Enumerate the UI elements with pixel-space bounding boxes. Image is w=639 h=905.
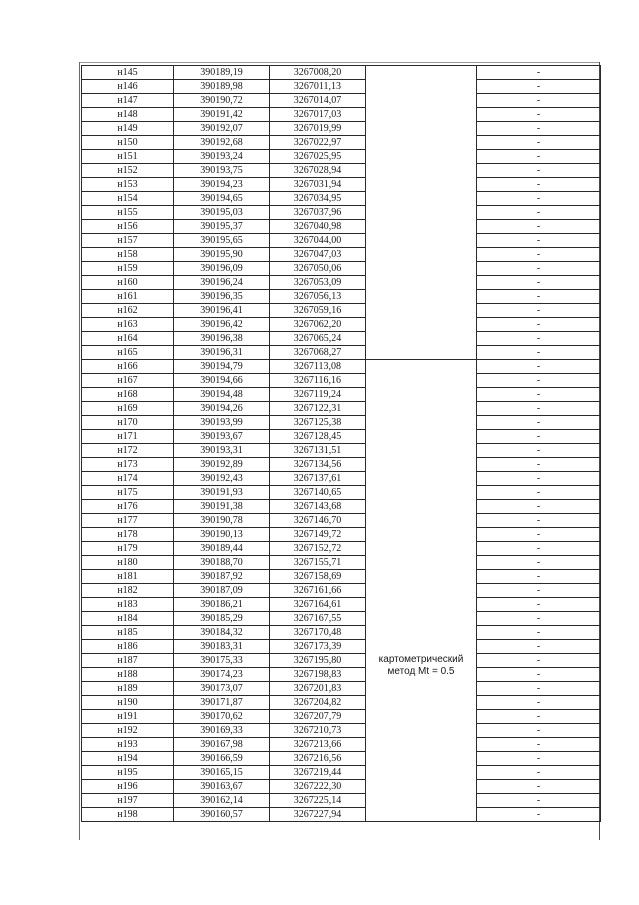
accuracy-cell: -	[477, 206, 601, 220]
y-coordinate-cell: 3267116,16	[270, 374, 366, 388]
point-number-cell: н174	[82, 472, 174, 486]
table-row	[82, 710, 601, 724]
table-row	[82, 598, 601, 612]
y-coordinate-cell: 3267170,48	[270, 626, 366, 640]
x-coordinate-cell: 390191,93	[174, 486, 270, 500]
x-coordinate-cell: 390166,59	[174, 752, 270, 766]
accuracy-cell: -	[477, 136, 601, 150]
point-number-cell: н171	[82, 430, 174, 444]
table-row	[82, 388, 601, 402]
point-number-cell: н165	[82, 346, 174, 360]
table-row	[82, 458, 601, 472]
y-coordinate-cell: 3267065,24	[270, 332, 366, 346]
point-number-cell: н155	[82, 206, 174, 220]
coordinates-table-body	[82, 66, 601, 822]
table-row	[82, 402, 601, 416]
accuracy-cell: -	[477, 248, 601, 262]
method-cell-empty	[366, 66, 477, 360]
table-row	[82, 80, 601, 94]
table-row	[82, 178, 601, 192]
point-number-cell: н161	[82, 290, 174, 304]
y-coordinate-cell: 3267022,97	[270, 136, 366, 150]
point-number-cell: н157	[82, 234, 174, 248]
point-number-cell: н176	[82, 500, 174, 514]
accuracy-cell: -	[477, 500, 601, 514]
accuracy-cell: -	[477, 486, 601, 500]
point-number-cell: н197	[82, 794, 174, 808]
point-number-cell: н159	[82, 262, 174, 276]
y-coordinate-cell: 3267201,83	[270, 682, 366, 696]
y-coordinate-cell: 3267044,00	[270, 234, 366, 248]
accuracy-cell: -	[477, 444, 601, 458]
x-coordinate-cell: 390196,42	[174, 318, 270, 332]
point-number-cell: н150	[82, 136, 174, 150]
accuracy-cell: -	[477, 682, 601, 696]
table-row	[82, 150, 601, 164]
x-coordinate-cell: 390196,41	[174, 304, 270, 318]
y-coordinate-cell: 3267119,24	[270, 388, 366, 402]
y-coordinate-cell: 3267167,55	[270, 612, 366, 626]
y-coordinate-cell: 3267040,98	[270, 220, 366, 234]
y-coordinate-cell: 3267161,66	[270, 584, 366, 598]
accuracy-cell: -	[477, 80, 601, 94]
x-coordinate-cell: 390188,70	[174, 556, 270, 570]
y-coordinate-cell: 3267128,45	[270, 430, 366, 444]
point-number-cell: н166	[82, 360, 174, 374]
y-coordinate-cell: 3267122,31	[270, 402, 366, 416]
x-coordinate-cell: 390185,29	[174, 612, 270, 626]
method-accuracy-text: метод Mt = 0.5	[387, 665, 455, 677]
table-row	[82, 500, 601, 514]
table-row	[82, 262, 601, 276]
table-row	[82, 220, 601, 234]
accuracy-cell: -	[477, 584, 601, 598]
accuracy-cell: -	[477, 794, 601, 808]
accuracy-cell: -	[477, 332, 601, 346]
accuracy-cell: -	[477, 654, 601, 668]
point-number-cell: н164	[82, 332, 174, 346]
accuracy-cell: -	[477, 808, 601, 822]
table-row	[82, 430, 601, 444]
x-coordinate-cell: 390189,98	[174, 80, 270, 94]
table-row	[82, 416, 601, 430]
x-coordinate-cell: 390190,72	[174, 94, 270, 108]
point-number-cell: н170	[82, 416, 174, 430]
table-row	[82, 472, 601, 486]
accuracy-cell: -	[477, 276, 601, 290]
x-coordinate-cell: 390183,31	[174, 640, 270, 654]
table-row	[82, 304, 601, 318]
table-row	[82, 122, 601, 136]
accuracy-cell: -	[477, 360, 601, 374]
point-number-cell: н145	[82, 66, 174, 80]
x-coordinate-cell: 390192,89	[174, 458, 270, 472]
accuracy-cell: -	[477, 458, 601, 472]
y-coordinate-cell: 3267227,94	[270, 808, 366, 822]
table-row	[82, 248, 601, 262]
y-coordinate-cell: 3267056,13	[270, 290, 366, 304]
accuracy-cell: -	[477, 696, 601, 710]
point-number-cell: н192	[82, 724, 174, 738]
accuracy-cell: -	[477, 164, 601, 178]
x-coordinate-cell: 390189,19	[174, 66, 270, 80]
table-row	[82, 682, 601, 696]
point-number-cell: н160	[82, 276, 174, 290]
x-coordinate-cell: 390193,31	[174, 444, 270, 458]
accuracy-cell: -	[477, 598, 601, 612]
x-coordinate-cell: 390174,23	[174, 668, 270, 682]
table-row	[82, 164, 601, 178]
accuracy-cell: -	[477, 570, 601, 584]
y-coordinate-cell: 3267152,72	[270, 542, 366, 556]
y-coordinate-cell: 3267216,56	[270, 752, 366, 766]
table-row	[82, 766, 601, 780]
accuracy-cell: -	[477, 724, 601, 738]
x-coordinate-cell: 390193,75	[174, 164, 270, 178]
point-number-cell: н175	[82, 486, 174, 500]
point-number-cell: н187	[82, 654, 174, 668]
accuracy-cell: -	[477, 290, 601, 304]
x-coordinate-cell: 390190,78	[174, 514, 270, 528]
x-coordinate-cell: 390192,43	[174, 472, 270, 486]
accuracy-cell: -	[477, 556, 601, 570]
x-coordinate-cell: 390194,48	[174, 388, 270, 402]
y-coordinate-cell: 3267155,71	[270, 556, 366, 570]
table-row	[82, 332, 601, 346]
table-row	[82, 752, 601, 766]
point-number-cell: н148	[82, 108, 174, 122]
accuracy-cell: -	[477, 766, 601, 780]
y-coordinate-cell: 3267140,65	[270, 486, 366, 500]
x-coordinate-cell: 390191,38	[174, 500, 270, 514]
point-number-cell: н185	[82, 626, 174, 640]
accuracy-cell: -	[477, 416, 601, 430]
point-number-cell: н149	[82, 122, 174, 136]
table-row	[82, 654, 601, 668]
point-number-cell: н183	[82, 598, 174, 612]
x-coordinate-cell: 390196,35	[174, 290, 270, 304]
coordinates-table	[81, 65, 601, 822]
table-row	[82, 108, 601, 122]
point-number-cell: н194	[82, 752, 174, 766]
point-number-cell: н158	[82, 248, 174, 262]
y-coordinate-cell: 3267164,61	[270, 598, 366, 612]
table-row	[82, 584, 601, 598]
table-row	[82, 612, 601, 626]
x-coordinate-cell: 390193,24	[174, 150, 270, 164]
y-coordinate-cell: 3267113,08	[270, 360, 366, 374]
table-row	[82, 276, 601, 290]
point-number-cell: н163	[82, 318, 174, 332]
table-row	[82, 626, 601, 640]
accuracy-cell: -	[477, 514, 601, 528]
table-row	[82, 94, 601, 108]
accuracy-cell: -	[477, 388, 601, 402]
table-row	[82, 444, 601, 458]
x-coordinate-cell: 390160,57	[174, 808, 270, 822]
point-number-cell: н154	[82, 192, 174, 206]
accuracy-cell: -	[477, 66, 601, 80]
x-coordinate-cell: 390195,90	[174, 248, 270, 262]
accuracy-cell: -	[477, 780, 601, 794]
y-coordinate-cell: 3267031,94	[270, 178, 366, 192]
point-number-cell: н162	[82, 304, 174, 318]
table-row	[82, 668, 601, 682]
y-coordinate-cell: 3267125,38	[270, 416, 366, 430]
x-coordinate-cell: 390191,42	[174, 108, 270, 122]
point-number-cell: н177	[82, 514, 174, 528]
x-coordinate-cell: 390195,03	[174, 206, 270, 220]
x-coordinate-cell: 390195,65	[174, 234, 270, 248]
x-coordinate-cell: 390196,38	[174, 332, 270, 346]
y-coordinate-cell: 3267047,03	[270, 248, 366, 262]
y-coordinate-cell: 3267037,96	[270, 206, 366, 220]
left-border-line	[79, 62, 80, 840]
x-coordinate-cell: 390194,79	[174, 360, 270, 374]
point-number-cell: н182	[82, 584, 174, 598]
point-number-cell: н189	[82, 682, 174, 696]
y-coordinate-cell: 3267014,07	[270, 94, 366, 108]
y-coordinate-cell: 3267204,82	[270, 696, 366, 710]
y-coordinate-cell: 3267025,95	[270, 150, 366, 164]
table-row	[82, 724, 601, 738]
x-coordinate-cell: 390163,67	[174, 780, 270, 794]
table-row	[82, 66, 601, 80]
point-number-cell: н172	[82, 444, 174, 458]
accuracy-cell: -	[477, 234, 601, 248]
accuracy-cell: -	[477, 374, 601, 388]
accuracy-cell: -	[477, 626, 601, 640]
accuracy-cell: -	[477, 612, 601, 626]
point-number-cell: н184	[82, 612, 174, 626]
table-row	[82, 808, 601, 822]
y-coordinate-cell: 3267213,66	[270, 738, 366, 752]
x-coordinate-cell: 390162,14	[174, 794, 270, 808]
point-number-cell: н173	[82, 458, 174, 472]
y-coordinate-cell: 3267011,13	[270, 80, 366, 94]
accuracy-cell: -	[477, 738, 601, 752]
point-number-cell: н181	[82, 570, 174, 584]
point-number-cell: н153	[82, 178, 174, 192]
accuracy-cell: -	[477, 122, 601, 136]
method-name-text: картометрический	[378, 653, 464, 665]
accuracy-cell: -	[477, 668, 601, 682]
x-coordinate-cell: 390175,33	[174, 654, 270, 668]
y-coordinate-cell: 3267034,95	[270, 192, 366, 206]
table-row	[82, 234, 601, 248]
x-coordinate-cell: 390173,07	[174, 682, 270, 696]
x-coordinate-cell: 390186,21	[174, 598, 270, 612]
accuracy-cell: -	[477, 178, 601, 192]
y-coordinate-cell: 3267050,06	[270, 262, 366, 276]
y-coordinate-cell: 3267207,79	[270, 710, 366, 724]
point-number-cell: н151	[82, 150, 174, 164]
point-number-cell: н180	[82, 556, 174, 570]
y-coordinate-cell: 3267149,72	[270, 528, 366, 542]
y-coordinate-cell: 3267019,99	[270, 122, 366, 136]
table-row	[82, 374, 601, 388]
accuracy-cell: -	[477, 402, 601, 416]
table-row	[82, 206, 601, 220]
x-coordinate-cell: 390193,67	[174, 430, 270, 444]
point-number-cell: н179	[82, 542, 174, 556]
point-number-cell: н146	[82, 80, 174, 94]
accuracy-cell: -	[477, 192, 601, 206]
x-coordinate-cell: 390193,99	[174, 416, 270, 430]
table-row	[82, 346, 601, 360]
y-coordinate-cell: 3267137,61	[270, 472, 366, 486]
accuracy-cell: -	[477, 528, 601, 542]
accuracy-cell: -	[477, 346, 601, 360]
x-coordinate-cell: 390187,92	[174, 570, 270, 584]
accuracy-cell: -	[477, 430, 601, 444]
table-row	[82, 556, 601, 570]
table-row	[82, 528, 601, 542]
x-coordinate-cell: 390170,62	[174, 710, 270, 724]
table-row	[82, 486, 601, 500]
point-number-cell: н152	[82, 164, 174, 178]
x-coordinate-cell: 390187,09	[174, 584, 270, 598]
x-coordinate-cell: 390196,31	[174, 346, 270, 360]
point-number-cell: н169	[82, 402, 174, 416]
x-coordinate-cell: 390171,87	[174, 696, 270, 710]
table-row	[82, 696, 601, 710]
y-coordinate-cell: 3267068,27	[270, 346, 366, 360]
y-coordinate-cell: 3267028,94	[270, 164, 366, 178]
y-coordinate-cell: 3267008,20	[270, 66, 366, 80]
table-row	[82, 514, 601, 528]
table-row	[82, 542, 601, 556]
x-coordinate-cell: 390192,07	[174, 122, 270, 136]
accuracy-cell: -	[477, 304, 601, 318]
table-row	[82, 738, 601, 752]
x-coordinate-cell: 390194,66	[174, 374, 270, 388]
table-row	[82, 136, 601, 150]
accuracy-cell: -	[477, 542, 601, 556]
y-coordinate-cell: 3267195,80	[270, 654, 366, 668]
table-row	[82, 570, 601, 584]
table-row	[82, 794, 601, 808]
point-number-cell: н147	[82, 94, 174, 108]
accuracy-cell: -	[477, 640, 601, 654]
accuracy-cell: -	[477, 710, 601, 724]
accuracy-cell: -	[477, 108, 601, 122]
point-number-cell: н190	[82, 696, 174, 710]
x-coordinate-cell: 390195,37	[174, 220, 270, 234]
y-coordinate-cell: 3267225,14	[270, 794, 366, 808]
y-coordinate-cell: 3267210,73	[270, 724, 366, 738]
y-coordinate-cell: 3267134,56	[270, 458, 366, 472]
x-coordinate-cell: 390194,23	[174, 178, 270, 192]
y-coordinate-cell: 3267143,68	[270, 500, 366, 514]
accuracy-cell: -	[477, 220, 601, 234]
point-number-cell: н186	[82, 640, 174, 654]
x-coordinate-cell: 390189,44	[174, 542, 270, 556]
table-row	[82, 318, 601, 332]
x-coordinate-cell: 390196,24	[174, 276, 270, 290]
y-coordinate-cell: 3267173,39	[270, 640, 366, 654]
point-number-cell: н193	[82, 738, 174, 752]
x-coordinate-cell: 390196,09	[174, 262, 270, 276]
x-coordinate-cell: 390194,26	[174, 402, 270, 416]
table-row	[82, 640, 601, 654]
y-coordinate-cell: 3267158,69	[270, 570, 366, 584]
y-coordinate-cell: 3267198,83	[270, 668, 366, 682]
y-coordinate-cell: 3267017,03	[270, 108, 366, 122]
point-number-cell: н195	[82, 766, 174, 780]
method-cell	[366, 360, 477, 822]
y-coordinate-cell: 3267062,20	[270, 318, 366, 332]
point-number-cell: н178	[82, 528, 174, 542]
x-coordinate-cell: 390167,98	[174, 738, 270, 752]
x-coordinate-cell: 390165,15	[174, 766, 270, 780]
y-coordinate-cell: 3267222,30	[270, 780, 366, 794]
point-number-cell: н156	[82, 220, 174, 234]
x-coordinate-cell: 390184,32	[174, 626, 270, 640]
table-row	[82, 192, 601, 206]
table-row	[82, 780, 601, 794]
y-coordinate-cell: 3267053,09	[270, 276, 366, 290]
accuracy-cell: -	[477, 752, 601, 766]
y-coordinate-cell: 3267059,16	[270, 304, 366, 318]
y-coordinate-cell: 3267219,44	[270, 766, 366, 780]
accuracy-cell: -	[477, 262, 601, 276]
x-coordinate-cell: 390190,13	[174, 528, 270, 542]
accuracy-cell: -	[477, 150, 601, 164]
point-number-cell: н191	[82, 710, 174, 724]
point-number-cell: н167	[82, 374, 174, 388]
table-row	[82, 290, 601, 304]
y-coordinate-cell: 3267146,70	[270, 514, 366, 528]
point-number-cell: н168	[82, 388, 174, 402]
x-coordinate-cell: 390169,33	[174, 724, 270, 738]
accuracy-cell: -	[477, 318, 601, 332]
accuracy-cell: -	[477, 94, 601, 108]
table-row	[82, 360, 601, 374]
point-number-cell: н196	[82, 780, 174, 794]
point-number-cell: н198	[82, 808, 174, 822]
x-coordinate-cell: 390192,68	[174, 136, 270, 150]
top-border-line	[79, 62, 600, 63]
x-coordinate-cell: 390194,65	[174, 192, 270, 206]
y-coordinate-cell: 3267131,51	[270, 444, 366, 458]
accuracy-cell: -	[477, 472, 601, 486]
point-number-cell: н188	[82, 668, 174, 682]
